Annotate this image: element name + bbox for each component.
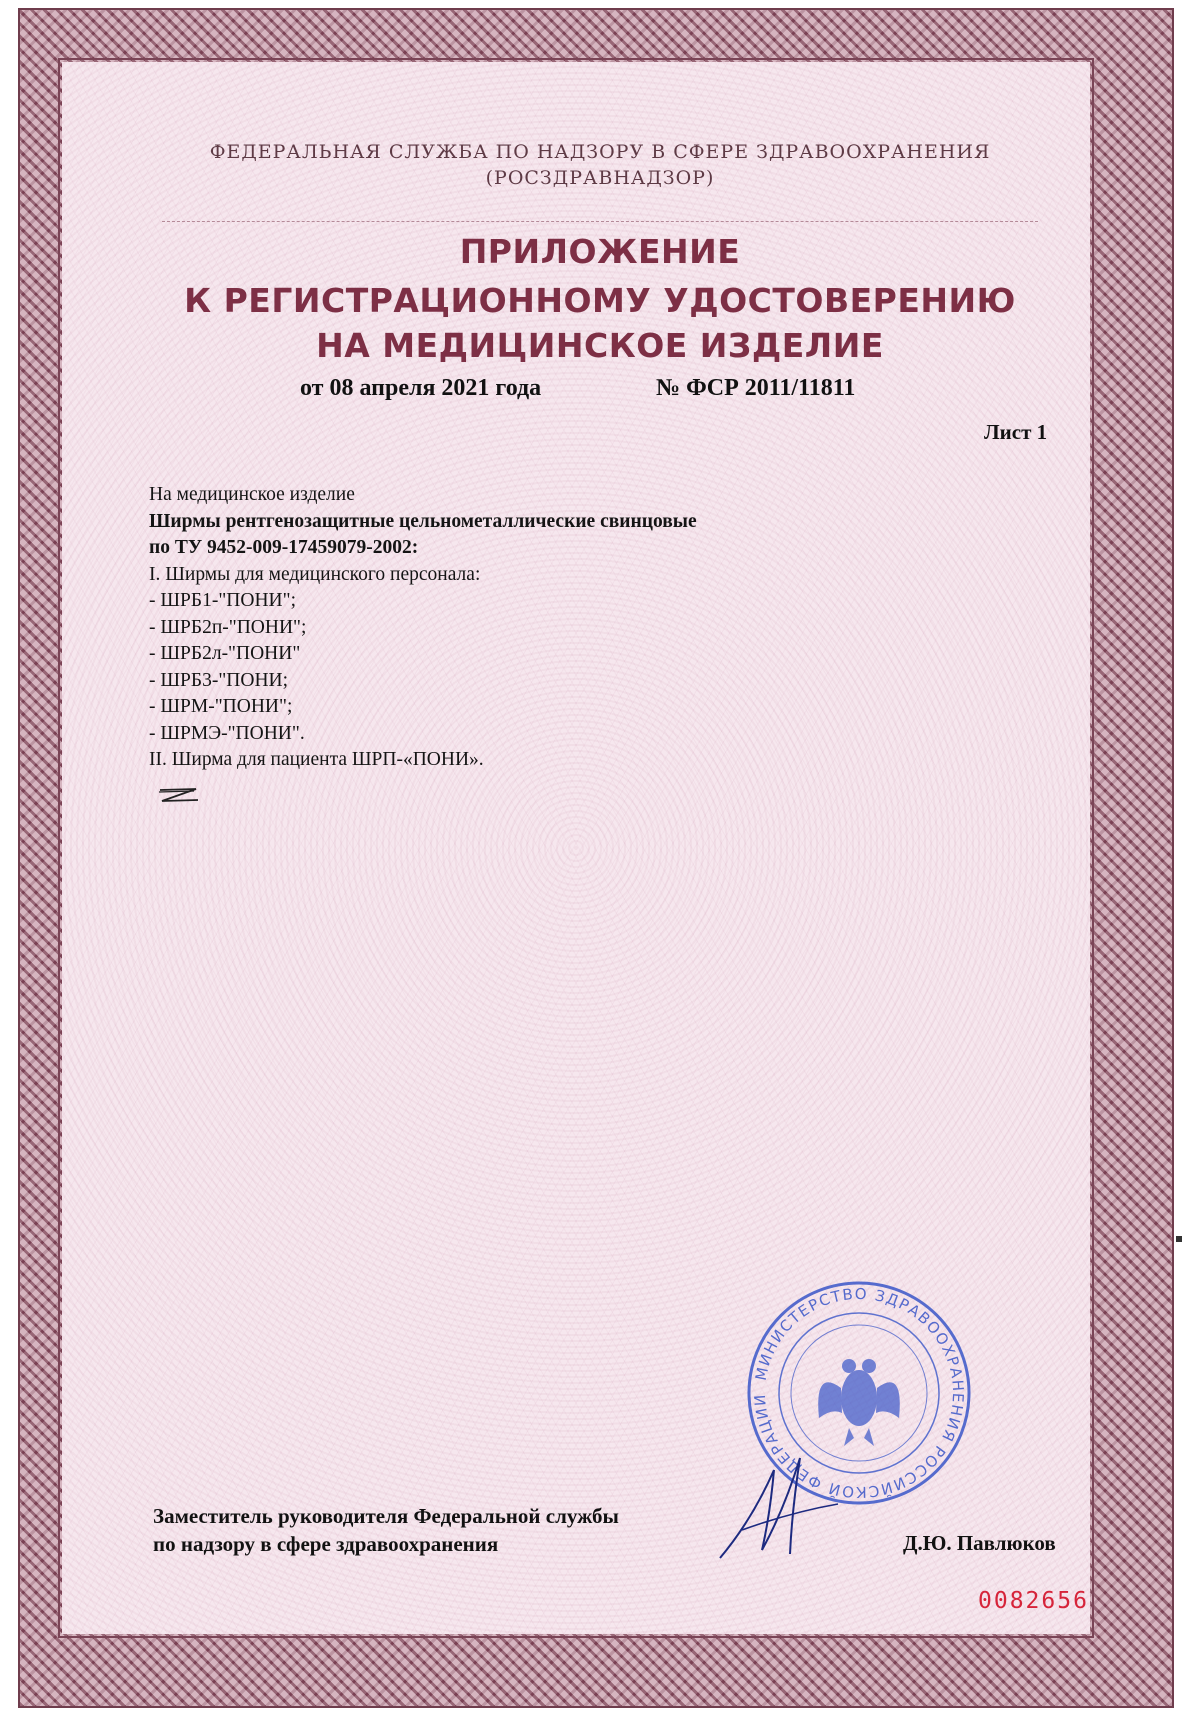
registration-number: № ФСР 2011/11811 [656, 375, 856, 401]
intro-text: На медицинское изделие [149, 484, 355, 505]
section-patient-heading: II. Ширма для пациента ШРП-«ПОНИ». [149, 749, 484, 770]
section-staff-heading: I. Ширмы для медицинского персонала: [149, 563, 481, 585]
agency-abbreviation: (РОСЗДРАВНАДЗОР) [485, 167, 715, 189]
list-item: - ШРМЭ-"ПОНИ". [149, 722, 305, 744]
form-serial-number: 0082656 [978, 1588, 1089, 1614]
signatory-position [153, 1502, 619, 1558]
device-description [149, 482, 1049, 774]
seal-lettering: МИНИСТЕРСТВО ЗДРАВООХРАНЕНИЯ РОССИЙСКОЙ ФЕДЕРАЦИИ [750, 1284, 968, 1502]
list-item: - ШРБ1-"ПОНИ"; [149, 590, 296, 611]
signatory-position-line1: Заместитель руководителя Федеральной службы [153, 1504, 619, 1528]
document-title-line3: НА МЕДИЦИНСКОЕ ИЗДЕЛИЕ [316, 326, 884, 365]
registration-date: от 08 апреля 2021 года [300, 375, 542, 401]
eagle-emblem-icon [818, 1359, 900, 1446]
agency-name: ФЕДЕРАЛЬНАЯ СЛУЖБА ПО НАДЗОРУ В СФЕРЕ ЗДРАВООХРАНЕНИЯ [209, 141, 991, 163]
product-name: Ширмы рентгенозащитные цельнометаллические свинцовые [149, 510, 697, 532]
product-spec: по ТУ 9452-009-17459079-2002: [149, 537, 419, 558]
list-item: - ШРБ2п-"ПОНИ"; [149, 616, 307, 638]
list-item: - ШРБ3-"ПОНИ; [149, 669, 289, 691]
signer-name: Д.Ю. Павлюков [903, 1531, 1056, 1555]
header-divider [162, 221, 1038, 222]
handwritten-signature [712, 1450, 842, 1570]
list-item: - ШРБ2л-"ПОНИ" [149, 643, 301, 664]
document-title-line1: ПРИЛОЖЕНИЕ [459, 232, 741, 271]
sheet-number: Лист 1 [984, 420, 1048, 444]
closing-z-mark [158, 786, 200, 804]
signatory-position-line2: по надзору в сфере здравоохранения [153, 1532, 499, 1556]
list-item: - ШРМ-"ПОНИ"; [149, 696, 293, 717]
document-title-line2: К РЕГИСТРАЦИОННОМУ УДОСТОВЕРЕНИЮ [184, 281, 1016, 320]
edge-dot [1176, 1236, 1182, 1242]
